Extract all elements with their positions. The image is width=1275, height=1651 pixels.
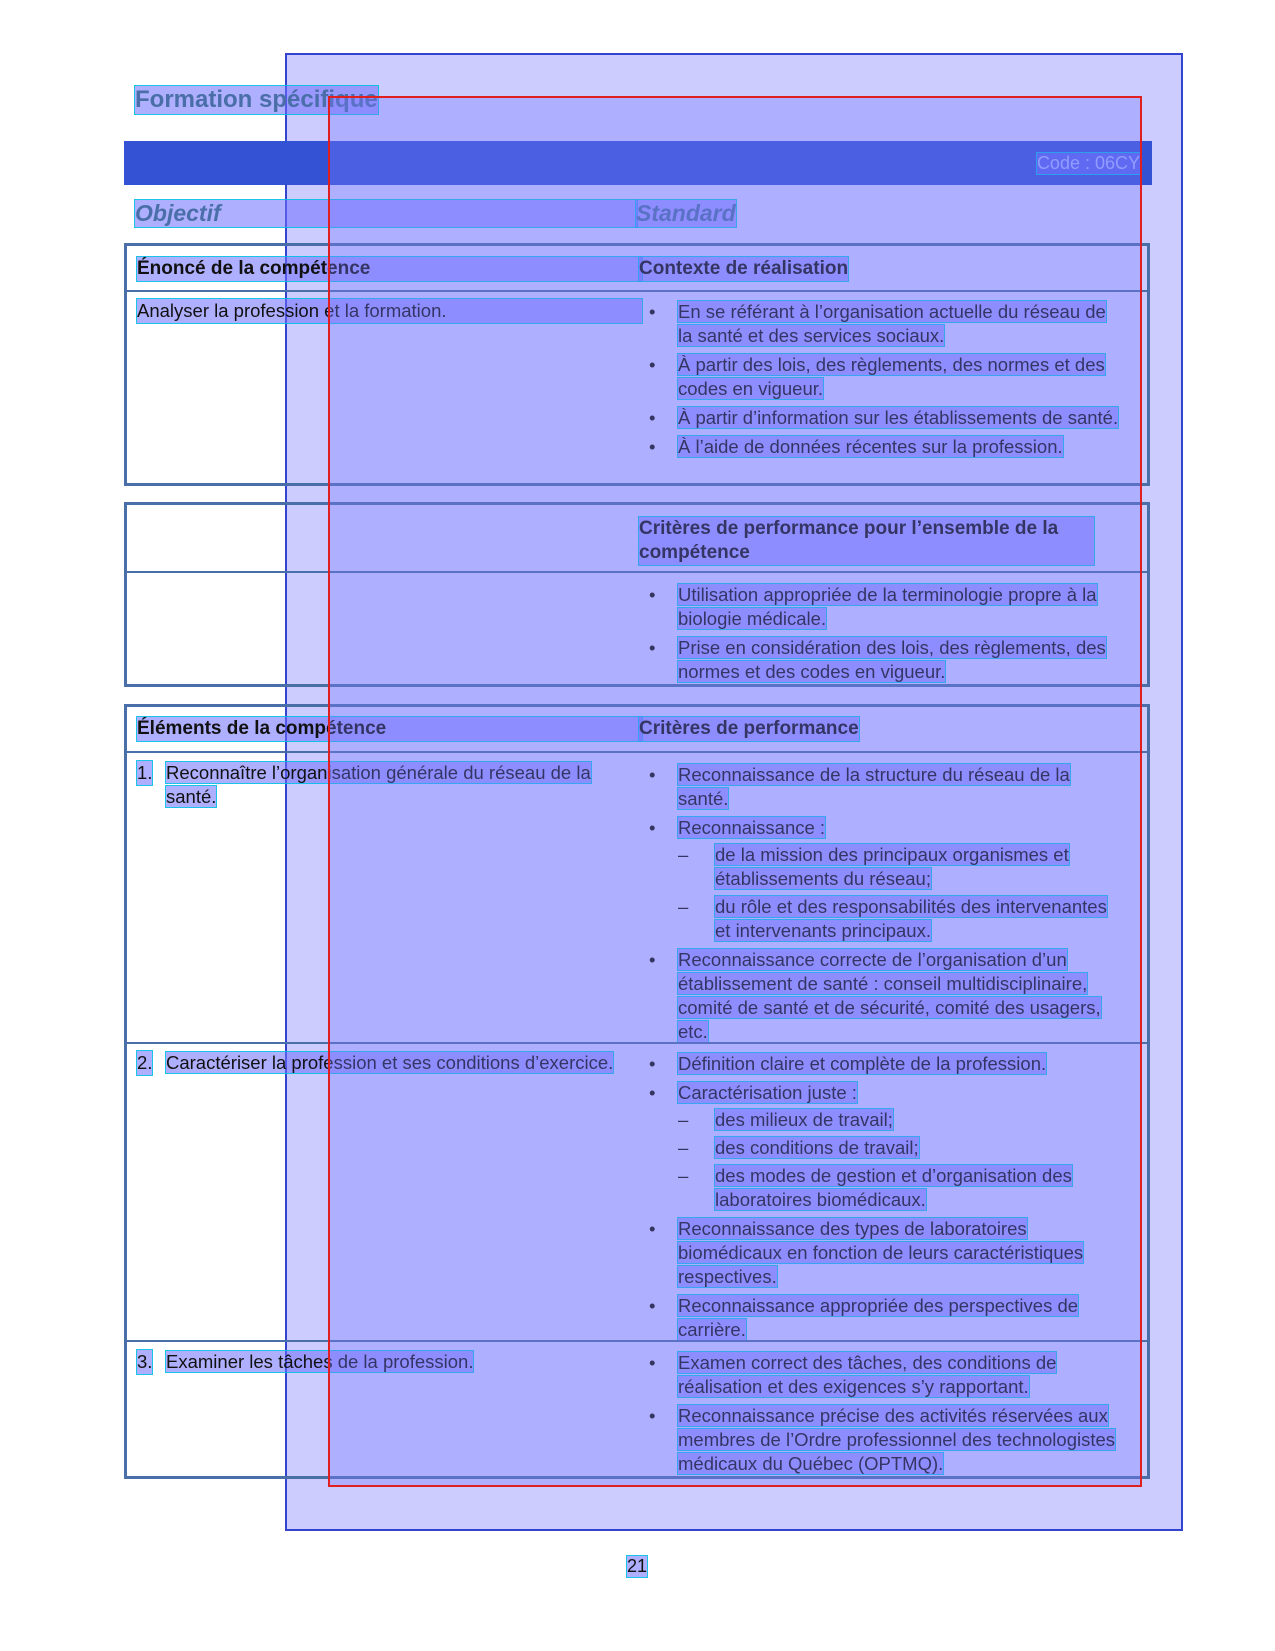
list-item: • Utilisation appropriée de la terminologie propre à la biologie médicale. bbox=[649, 583, 1124, 631]
element-3: 3. Examiner les tâches de la profession. bbox=[137, 1351, 474, 1372]
sub-item: – des conditions de travail; bbox=[678, 1136, 1124, 1160]
statement-header: Énoncé de la compétence bbox=[137, 257, 642, 281]
annotation-region-inner bbox=[328, 96, 1142, 1487]
list-item: • Définition claire et complète de la profession. bbox=[649, 1052, 1124, 1076]
list-item: • Reconnaissance correcte de l’organisation d’un établissement de santé : conseil multidisciplinaire, comité de santé et de sécurité, comité des usagers, etc. bbox=[649, 948, 1124, 1044]
elements-header: Éléments de la compétence bbox=[137, 717, 642, 741]
list-item: • Reconnaissance de la structure du réseau de la santé. bbox=[649, 763, 1124, 811]
list-item: • Examen correct des tâches, des conditions de réalisation et des exigences s’y rapportant. bbox=[649, 1351, 1124, 1399]
list-item: • À partir des lois, des règlements, des normes et des codes en vigueur. bbox=[649, 353, 1124, 401]
element-2: 2. Caractériser la profession et ses conditions d’exercice. bbox=[137, 1052, 614, 1073]
list-item: • Reconnaissance des types de laboratoires biomédicaux en fonction de leurs caractéristiques respectives. bbox=[649, 1217, 1124, 1289]
list-item: • Prise en considération des lois, des règlements, des normes et des codes en vigueur. bbox=[649, 636, 1124, 684]
competence-statement: Analyser la profession et la formation. bbox=[137, 299, 642, 323]
list-item: • À l’aide de données récentes sur la profession. bbox=[649, 435, 1124, 459]
list-item: • Reconnaissance appropriée des perspectives de carrière. bbox=[649, 1294, 1124, 1342]
list-item: • Reconnaissance : – de la mission des principaux organismes et établissements du réseau; – du rôle et des responsabilités des intervenantes et intervenants principaux. bbox=[649, 816, 1124, 943]
sub-item: – des milieux de travail; bbox=[678, 1108, 1124, 1132]
sub-item: – de la mission des principaux organismes et établissements du réseau; bbox=[678, 843, 1124, 891]
column-heading-objectif: Objectif bbox=[135, 200, 637, 227]
list-item: • En se référant à l’organisation actuelle du réseau de la santé et des services sociaux. bbox=[649, 300, 1124, 348]
criteria-header: Critères de performance bbox=[639, 718, 859, 739]
page-number: 21 bbox=[627, 1556, 648, 1576]
sub-item: – des modes de gestion et d’organisation des laboratoires biomédicaux. bbox=[678, 1164, 1124, 1212]
column-heading-standard: Standard bbox=[636, 200, 736, 226]
list-item: • À partir d’information sur les établissements de santé. bbox=[649, 406, 1124, 430]
list-item: • Caractérisation juste : – des milieux de travail; – des conditions de travail; – des modes de gestion et d’organisation des laboratoires biomédicaux. bbox=[649, 1081, 1124, 1212]
competency-code: Code : 06CY bbox=[1036, 153, 1140, 173]
element-1: 1. Reconnaître l’organisation générale du réseau de la santé. bbox=[137, 762, 591, 807]
list-item: • Reconnaissance précise des activités réservées aux membres de l’Ordre professionnel des technologistes médicaux du Québec (OPTMQ). bbox=[649, 1404, 1124, 1476]
document-title: Formation spécifique bbox=[135, 86, 378, 113]
sub-item: – du rôle et des responsabilités des intervenantes et intervenants principaux. bbox=[678, 895, 1124, 943]
global-criteria-header: Critères de performance pour l’ensemble de la compétence bbox=[639, 517, 1094, 565]
context-header: Contexte de réalisation bbox=[639, 258, 849, 279]
